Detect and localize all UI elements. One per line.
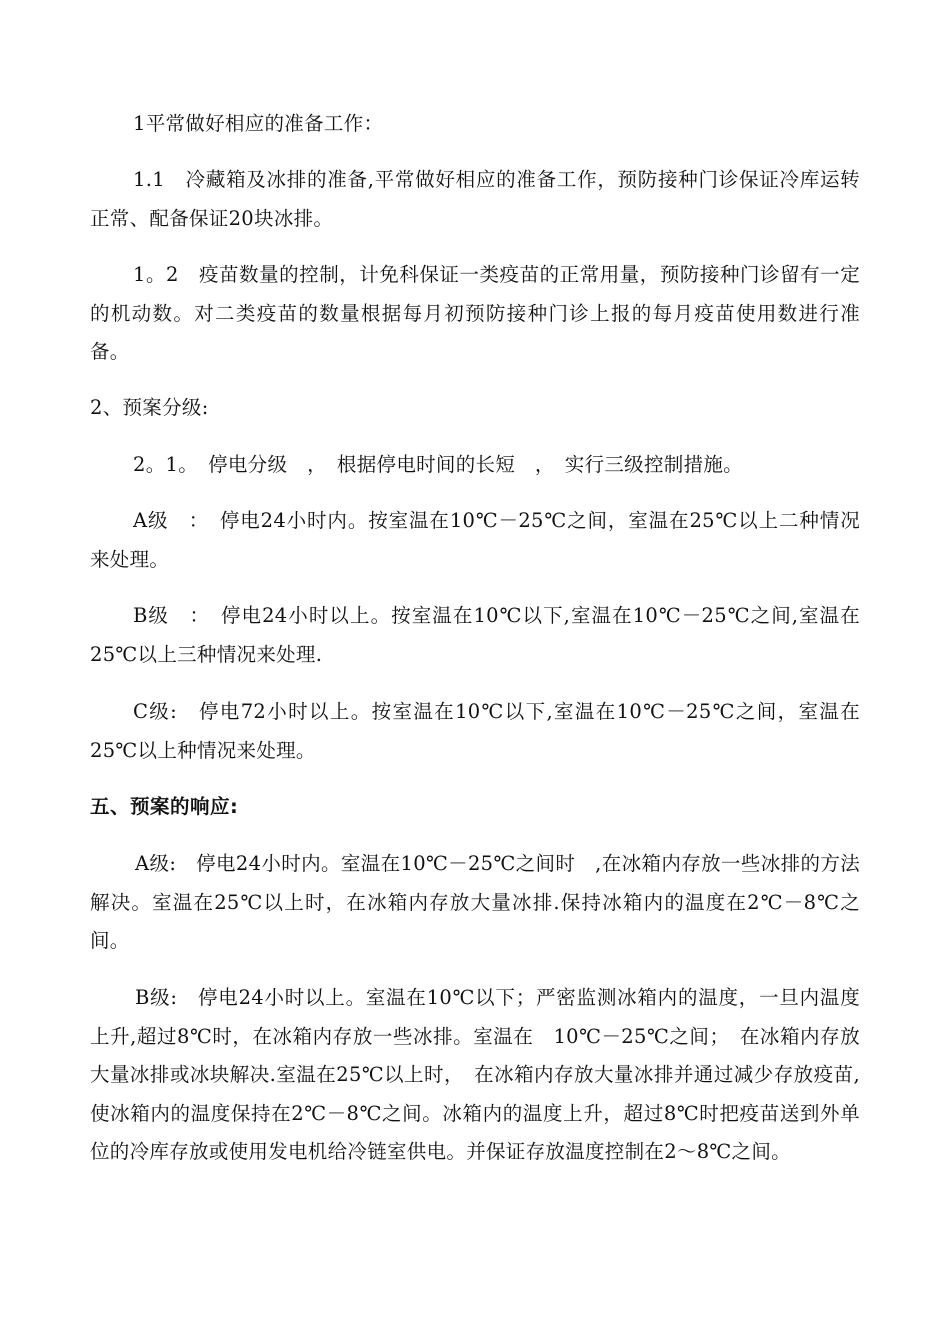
paragraph-response-level-a: A级: 停电24小时内。室温在10℃－25℃之间时 ,在冰箱内存放一些冰排的方法解决。室温在25℃以上时，在冰箱内存放大量冰排.保持冰箱内的温度在2℃－8℃之间。 <box>90 852 860 952</box>
paragraph-outage-classification: 2。1。 停电分级 ， 根据停电时间的长短 ， 实行三级控制措施。 <box>133 453 743 476</box>
paragraph-level-a: A级 ： 停电24小时内。按室温在10℃－25℃之间，室温在25℃以上二种情况来处理。 <box>90 509 860 571</box>
paragraph-fridge-ice-prep: 1.1 冷藏箱及冰排的准备,平常做好相应的准备工作，预防接种门诊保证冷库运转正常、配备保证20块冰排。 <box>90 168 860 230</box>
paragraph-vaccine-quantity: 1。2 疫苗数量的控制，计免科保证一类疫苗的正常用量，预防接种门诊留有一定的机动数。对二类疫苗的数量根据每月初预防接种门诊上报的每月疫苗使用数进行准备。 <box>90 263 860 363</box>
paragraph-level-c: C级: 停电72小时以上。按室温在10℃以下,室温在10℃－25℃之间，室温在25℃以上种情况来处理。 <box>90 700 860 762</box>
paragraph-preparation-heading: 1平常做好相应的准备工作： <box>133 112 384 135</box>
paragraph-plan-levels-heading: 2、预案分级: <box>90 396 209 419</box>
section-heading-plan-response: 五、预案的响应: <box>90 795 239 818</box>
paragraph-level-b: B级 ： 停电24小时以上。按室温在10℃以下,室温在10℃－25℃之间,室温在25℃以上三种情况来处理. <box>90 604 860 666</box>
paragraph-response-level-b: B级: 停电24小时以上。室温在10℃以下；严密监测冰箱内的温度，一旦内温度上升,超过8℃时，在冰箱内存放一些冰排。室温在 10℃－25℃之间； 在冰箱内存放大量冰排或冰块解决.室温在25℃以上时， 在冰箱内存放大量冰排并通过减少存放疫苗,使冰箱内的温度保持在2℃－8℃之间。冰箱内的温度上升，超过8℃时把疫苗送到外单位的冷库存放或使用发电机给冷链室供电。并保证存放温度控制在2～8℃之间。 <box>90 986 860 1163</box>
